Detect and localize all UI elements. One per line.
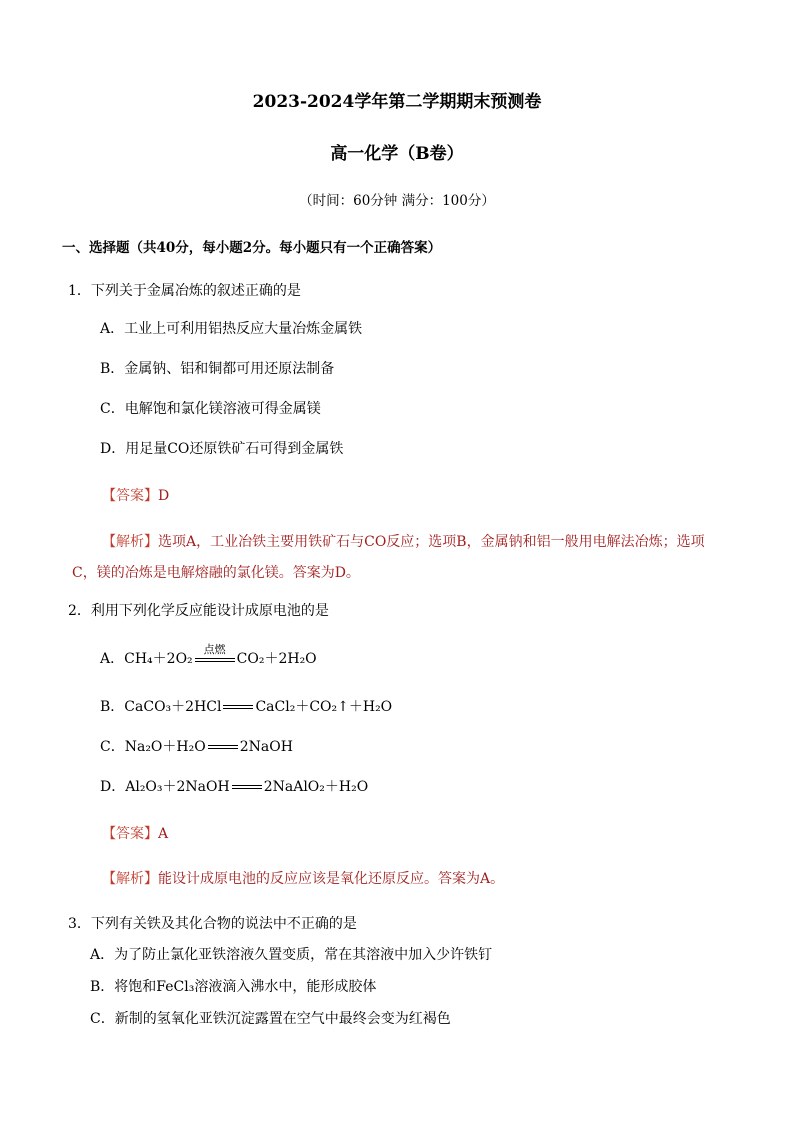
- q1-answer: [102, 485, 169, 505]
- q1-stem: 1．下列关于金属冶炼的叙述正确的是: [68, 283, 301, 299]
- products: 2NaAlO₂＋H₂O: [263, 779, 369, 795]
- option-label: A．: [100, 651, 125, 667]
- answer-tag: 【答案】: [102, 488, 158, 504]
- explanation-text: 选项A，工业冶铁主要用铁矿石与CO反应；选项B，金属钠和铝一般用电解法冶炼；选项: [158, 534, 705, 550]
- q1-explanation-line1: [102, 531, 705, 551]
- q2-answer: [102, 823, 168, 843]
- exam-meta: （时间：60分钟 满分：100分）: [299, 193, 495, 209]
- q2-option-c: [100, 736, 293, 756]
- equals-icon: [208, 745, 238, 749]
- q1-explanation-line2: C，镁的冶炼是电解熔融的氯化镁。答案为D。: [72, 565, 360, 581]
- products: CaCl₂＋CO₂↑＋H₂O: [255, 699, 393, 715]
- q2-option-b: [100, 696, 392, 716]
- answer-value: D: [158, 488, 170, 504]
- reactants: CaCO₃＋2HCl: [124, 699, 222, 715]
- q1-option-a: A．工业上可利用铝热反应大量冶炼金属铁: [100, 321, 363, 337]
- q1-option-d: D．用足量CO还原铁矿石可得到金属铁: [100, 441, 344, 457]
- double-bar-icon: [195, 658, 235, 662]
- q3-option-b: B．将饱和FeCl₃溶液滴入沸水中，能形成胶体: [90, 979, 377, 995]
- section-heading: 一、选择题（共40分，每小题2分。每小题只有一个正确答案）: [62, 240, 442, 256]
- reactants: Al₂O₃＋2NaOH: [125, 779, 230, 795]
- q3-option-a: A．为了防止氯化亚铁溶液久置变质，常在其溶液中加入少许铁钉: [90, 947, 493, 963]
- q2-option-a: [100, 642, 317, 668]
- explanation-tag: 【解析】: [102, 871, 158, 887]
- reactants: CH₄＋2O₂: [124, 651, 193, 667]
- q2-explanation: [102, 868, 504, 888]
- products: 2NaOH: [239, 739, 293, 755]
- q1-option-b: B．金属钠、铝和铜都可用还原法制备: [100, 361, 335, 377]
- exam-subject: 高一化学（B卷）: [330, 144, 464, 164]
- products: CO₂＋2H₂O: [236, 651, 317, 667]
- equals-icon: [223, 705, 253, 709]
- q3-stem: 3．下列有关铁及其化合物的说法中不正确的是: [68, 916, 357, 932]
- q1-option-c: C．电解饱和氯化镁溶液可得金属镁: [100, 401, 321, 417]
- q3-option-c: C．新制的氢氧化亚铁沉淀露置在空气中最终会变为红褐色: [90, 1011, 451, 1027]
- reactants: Na₂O＋H₂O: [124, 739, 206, 755]
- answer-tag: 【答案】: [102, 826, 158, 842]
- option-label: B．: [100, 699, 125, 715]
- exam-title: 2023-2024学年第二学期期末预测卷: [252, 92, 542, 112]
- option-label: C．: [100, 739, 125, 755]
- option-label: D．: [100, 779, 126, 795]
- explanation-tag: 【解析】: [102, 534, 158, 550]
- q2-stem: 2．利用下列化学反应能设计成原电池的是: [68, 603, 329, 619]
- equals-icon: [232, 785, 262, 789]
- q2-option-d: [100, 776, 368, 796]
- answer-value: A: [158, 826, 169, 842]
- reaction-arrow: [195, 642, 235, 662]
- reaction-condition: 点燃: [203, 642, 226, 656]
- explanation-text: 能设计成原电池的反应应该是氧化还原反应。答案为A。: [158, 871, 505, 887]
